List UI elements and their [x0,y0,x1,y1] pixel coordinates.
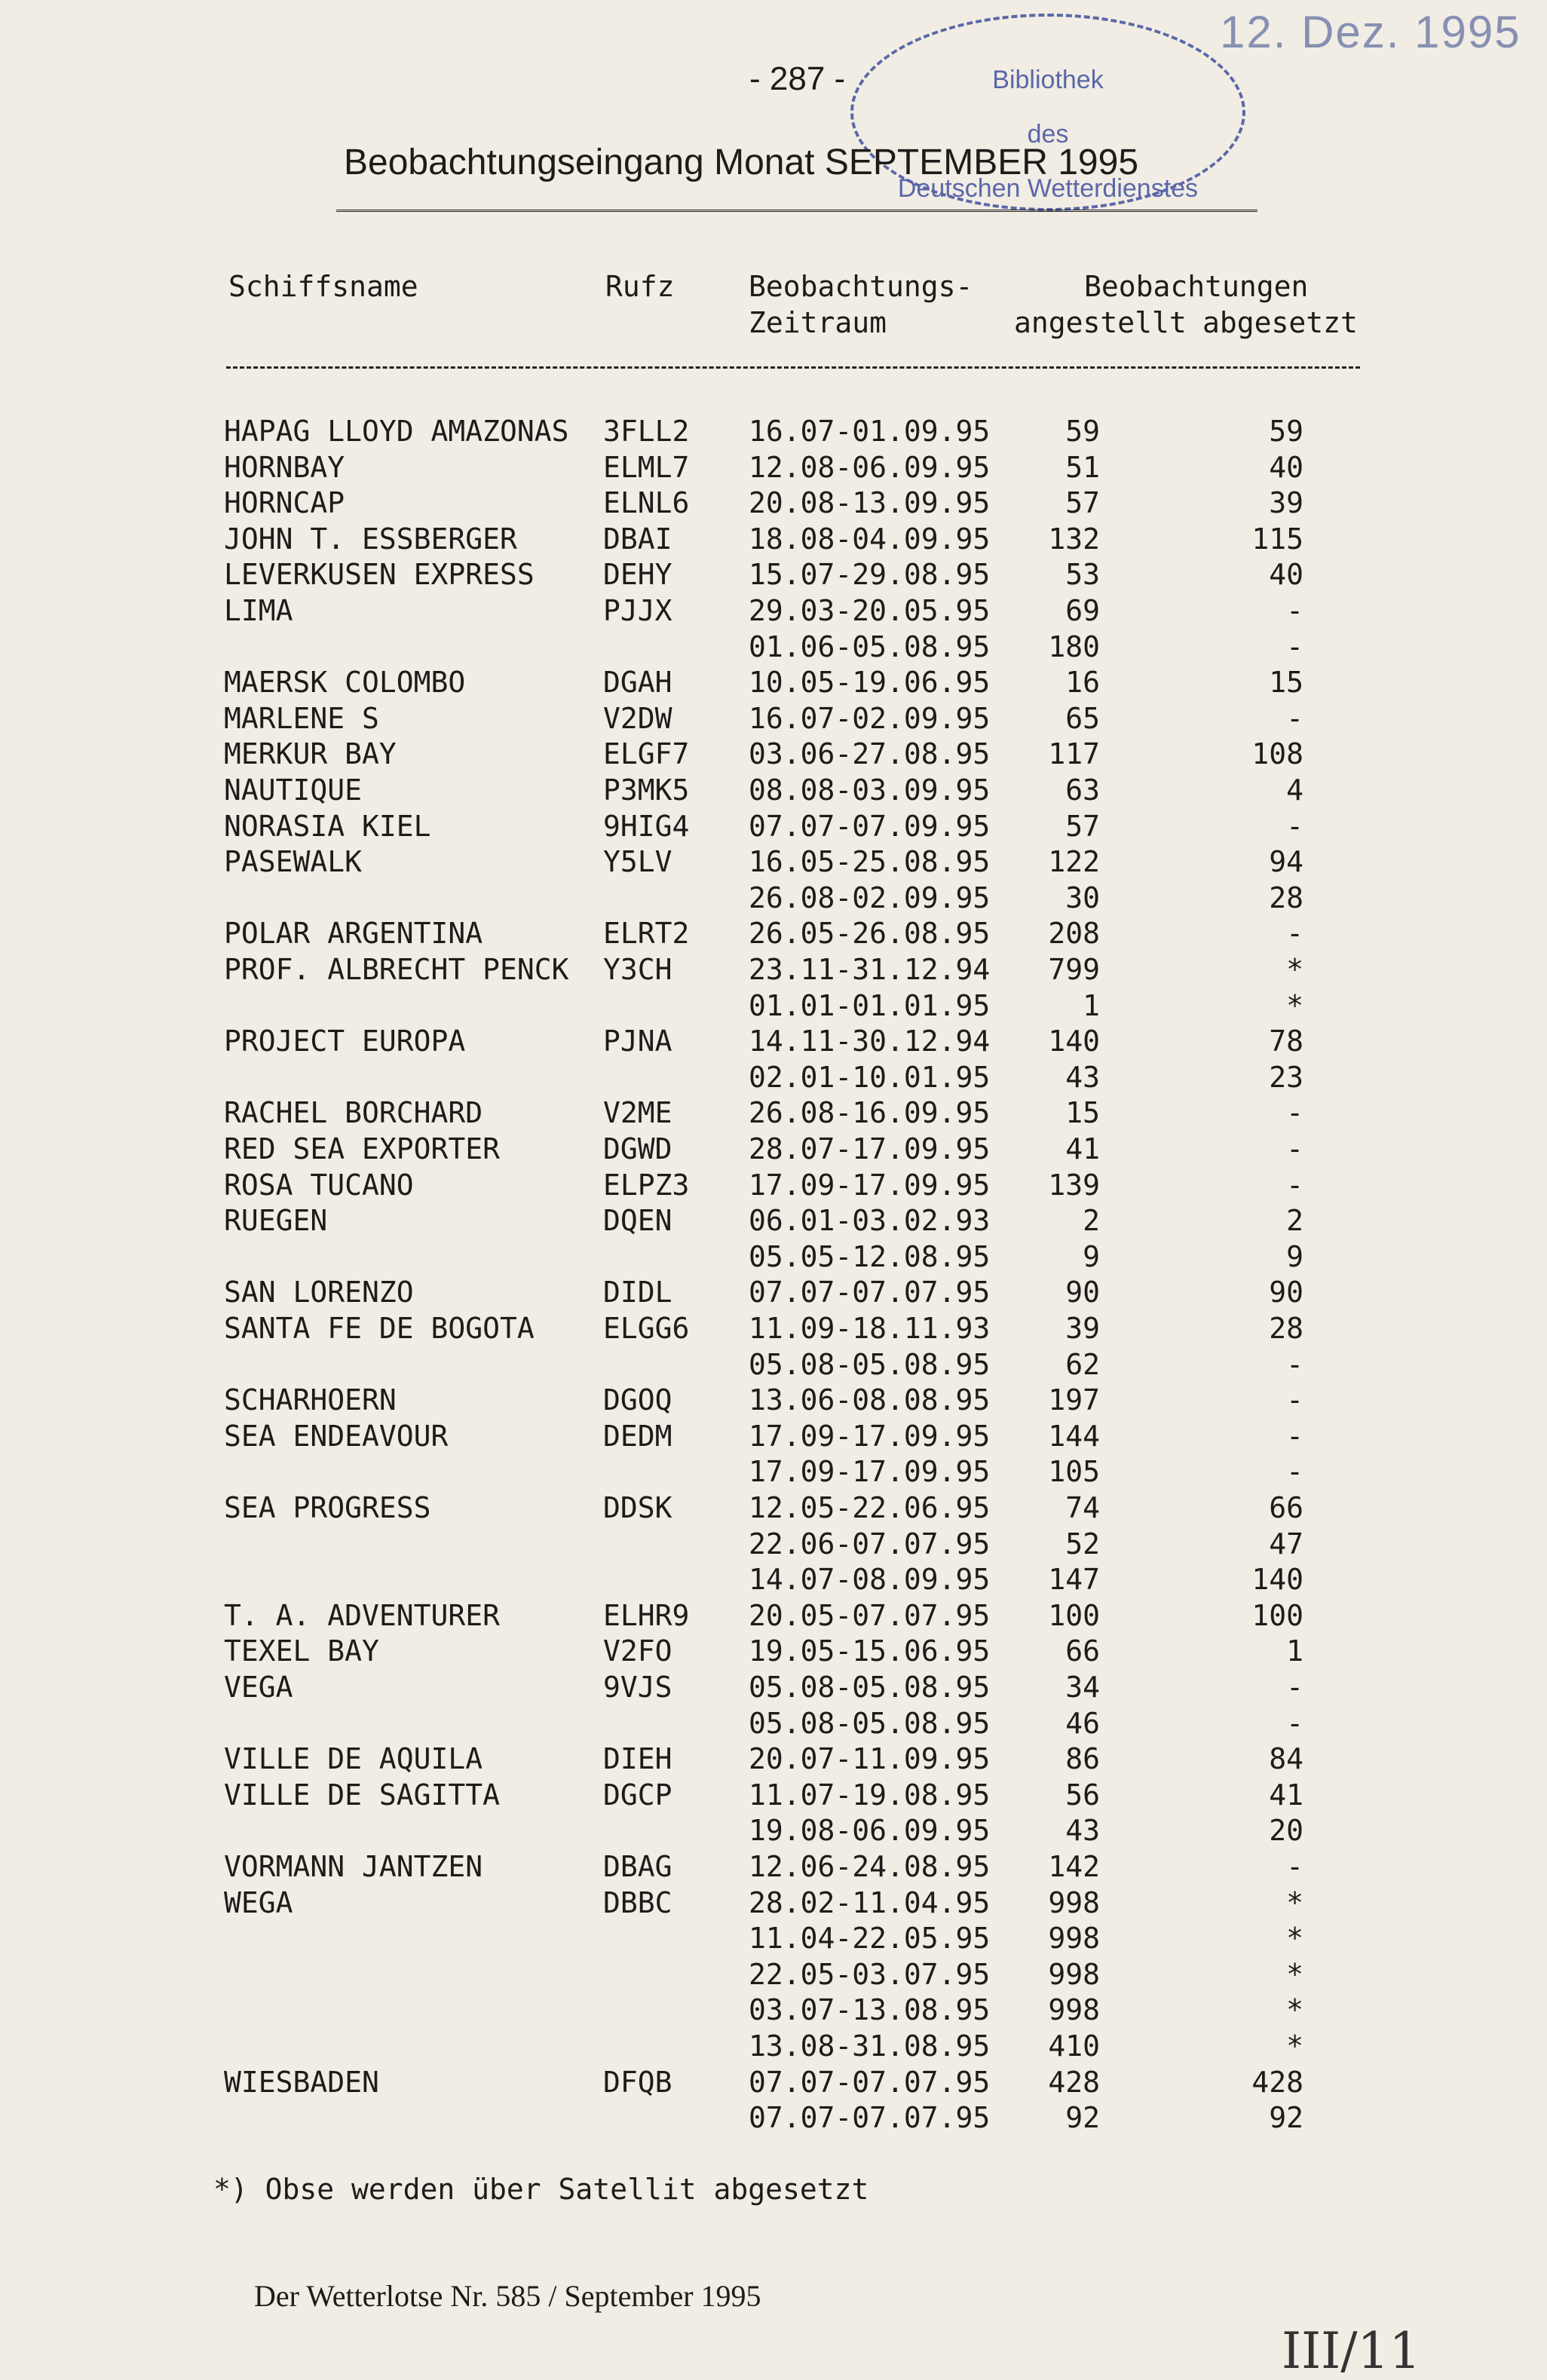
cell-made: 117 [1048,737,1100,771]
cell-sent: 428 [1251,2065,1303,2099]
cell-made: 140 [1048,1025,1100,1058]
cell-call: DBAI [603,522,672,556]
cell-sent: - [1286,1419,1303,1453]
cell-made: 147 [1048,1563,1100,1597]
cell-period: 07.07-07.09.95 [749,809,991,843]
cell-made: 39 [1065,1312,1100,1345]
cell-made: 105 [1048,1455,1100,1489]
cell-sent: 28 [1269,881,1303,914]
cell-ship: VORMANN JANTZEN [224,1850,483,1883]
cell-sent: - [1286,629,1303,663]
cell-ship: PROJECT EUROPA [224,1025,466,1058]
cell-sent: 78 [1269,1025,1303,1058]
cell-period: 07.07-07.07.95 [749,1276,991,1309]
cell-made: 100 [1048,1598,1100,1632]
cell-call: V2ME [603,1096,672,1130]
cell-ship: HAPAG LLOYD AMAZONAS [224,415,569,448]
cell-period: 05.08-05.08.95 [749,1706,991,1740]
cell-period: 16.05-25.08.95 [749,845,991,879]
cell-sent: * [1286,1957,1303,1991]
cell-period: 17.09-17.09.95 [749,1168,991,1202]
cell-call: Y5LV [603,845,672,879]
cell-made: 142 [1048,1850,1100,1883]
cell-sent: 84 [1269,1742,1303,1776]
cell-sent: - [1286,1383,1303,1417]
cell-period: 20.08-13.09.95 [749,486,991,520]
cell-period: 07.07-07.07.95 [749,2101,991,2135]
cell-sent: - [1286,1455,1303,1489]
cell-call: DBBC [603,1885,672,1919]
cell-made: 1 [1083,988,1100,1022]
cell-made: 799 [1048,953,1100,986]
cell-made: 30 [1065,881,1100,914]
cell-made: 139 [1048,1168,1100,1202]
cell-sent: - [1286,1096,1303,1130]
cell-ship: MAERSK COLOMBO [224,666,466,700]
cell-made: 41 [1065,1132,1100,1165]
cell-sent: 108 [1251,737,1303,771]
cell-sent: * [1286,1993,1303,2027]
cell-ship: NAUTIQUE [224,773,363,807]
header-period: Beobachtungs- [749,270,973,303]
cell-call: DGOQ [603,1383,672,1417]
cell-call: V2FO [603,1634,672,1668]
cell-call: 9VJS [603,1671,672,1704]
cell-period: 01.01-01.01.95 [749,988,991,1022]
footnote: *) Obse werden über Satellit abgesetzt [213,2173,869,2206]
cell-call: DIEH [603,1742,672,1776]
cell-ship: T. A. ADVENTURER [224,1598,501,1632]
cell-sent: 66 [1269,1491,1303,1524]
cell-call: DGCP [603,1778,672,1812]
cell-ship: SEA PROGRESS [224,1491,431,1524]
cell-period: 28.07-17.09.95 [749,1132,991,1165]
cell-period: 05.05-12.08.95 [749,1239,991,1273]
cell-sent: - [1286,809,1303,843]
cell-made: 43 [1065,1814,1100,1848]
stamp-date: 12. Dez. 1995 [1220,7,1521,57]
cell-ship: WEGA [224,1885,293,1919]
cell-sent: 2 [1286,1204,1303,1238]
cell-call: DBAG [603,1850,672,1883]
cell-period: 13.06-08.08.95 [749,1383,991,1417]
cell-sent: 47 [1269,1527,1303,1561]
cell-ship: JOHN T. ESSBERGER [224,522,517,556]
cell-made: 66 [1065,1634,1100,1668]
cell-sent: 1 [1286,1634,1303,1668]
cell-made: 998 [1048,1922,1100,1956]
cell-ship: HORNBAY [224,450,345,484]
cell-sent: - [1286,1168,1303,1202]
cell-period: 16.07-02.09.95 [749,701,991,735]
cell-period: 19.05-15.06.95 [749,1634,991,1668]
cell-made: 56 [1065,1778,1100,1812]
cell-period: 12.05-22.06.95 [749,1491,991,1524]
cell-ship: MARLENE S [224,701,379,735]
cell-made: 69 [1065,594,1100,627]
cell-ship: VILLE DE AQUILA [224,1742,483,1776]
cell-made: 43 [1065,1060,1100,1094]
cell-period: 11.09-18.11.93 [749,1312,991,1345]
cell-period: 22.05-03.07.95 [749,1957,991,1991]
cell-period: 26.05-26.08.95 [749,917,991,951]
cell-ship: RED SEA EXPORTER [224,1132,501,1165]
cell-made: 132 [1048,522,1100,556]
cell-ship: PASEWALK [224,845,363,879]
cell-ship: SAN LORENZO [224,1276,414,1309]
cell-ship: MERKUR BAY [224,737,397,771]
header-period-2: Zeitraum [749,306,887,339]
cell-call: P3MK5 [603,773,690,807]
cell-sent: - [1286,594,1303,627]
cell-period: 11.04-22.05.95 [749,1922,991,1956]
cell-made: 2 [1083,1204,1100,1238]
header-sent: abgesetzt [1202,306,1358,339]
cell-sent: 4 [1286,773,1303,807]
cell-ship: NORASIA KIEL [224,809,431,843]
cell-ship: POLAR ARGENTINA [224,917,483,951]
cell-made: 16 [1065,666,1100,700]
cell-period: 22.06-07.07.95 [749,1527,991,1561]
cell-period: 03.07-13.08.95 [749,1993,991,2027]
cell-period: 06.01-03.02.93 [749,1204,991,1238]
cell-period: 28.02-11.04.95 [749,1885,991,1919]
cell-made: 90 [1065,1276,1100,1309]
cell-period: 02.01-10.01.95 [749,1060,991,1094]
cell-sent: 15 [1269,666,1303,700]
page-number: - 287 - [749,60,846,97]
cell-sent: * [1286,953,1303,986]
cell-period: 17.09-17.09.95 [749,1455,991,1489]
cell-sent: 40 [1269,558,1303,592]
cell-call: ELNL6 [603,486,690,520]
cell-call: DDSK [603,1491,672,1524]
cell-made: 208 [1048,917,1100,951]
cell-call: DEDM [603,1419,672,1453]
cell-sent: 28 [1269,1312,1303,1345]
cell-period: 23.11-31.12.94 [749,953,991,986]
cell-call: DIDL [603,1276,672,1309]
cell-period: 05.08-05.08.95 [749,1347,991,1381]
cell-sent: * [1286,1922,1303,1956]
cell-period: 01.06-05.08.95 [749,629,991,663]
cell-sent: - [1286,1706,1303,1740]
cell-sent: 94 [1269,845,1303,879]
cell-made: 144 [1048,1419,1100,1453]
header-observations: Beobachtungen [1084,270,1309,303]
cell-sent: 59 [1269,415,1303,448]
header-rule [226,366,1360,369]
cell-ship: VEGA [224,1671,293,1704]
cell-call: ELPZ3 [603,1168,690,1202]
cell-made: 92 [1065,2101,1100,2135]
cell-period: 13.08-31.08.95 [749,2029,991,2063]
cell-call: PJNA [603,1025,672,1058]
cell-made: 59 [1065,415,1100,448]
cell-period: 19.08-06.09.95 [749,1814,991,1848]
cell-period: 26.08-16.09.95 [749,1096,991,1130]
title-underline [336,210,1258,215]
cell-period: 15.07-29.08.95 [749,558,991,592]
cell-made: 52 [1065,1527,1100,1561]
cell-period: 05.08-05.08.95 [749,1671,991,1704]
cell-period: 16.07-01.09.95 [749,415,991,448]
cell-call: DFQB [603,2065,672,2099]
stamp-line-3: Deutschen Wetterdienstes [897,174,1199,203]
cell-period: 26.08-02.09.95 [749,881,991,914]
cell-call: Y3CH [603,953,672,986]
cell-period: 07.07-07.07.95 [749,2065,991,2099]
cell-made: 62 [1065,1347,1100,1381]
cell-sent: 9 [1286,1239,1303,1273]
page-title: Beobachtungseingang Monat SEPTEMBER 1995 [344,142,1139,182]
cell-call: PJJX [603,594,672,627]
cell-ship: HORNCAP [224,486,345,520]
cell-period: 11.07-19.08.95 [749,1778,991,1812]
cell-call: DGWD [603,1132,672,1165]
cell-sent: 90 [1269,1276,1303,1309]
cell-period: 08.08-03.09.95 [749,773,991,807]
header-made: angestellt [1014,306,1187,339]
cell-ship: SEA ENDEAVOUR [224,1419,449,1453]
cell-sent: 41 [1269,1778,1303,1812]
cell-made: 57 [1065,486,1100,520]
cell-made: 53 [1065,558,1100,592]
cell-made: 74 [1065,1491,1100,1524]
cell-sent: - [1286,1347,1303,1381]
cell-made: 15 [1065,1096,1100,1130]
cell-ship: RACHEL BORCHARD [224,1096,483,1130]
cell-period: 18.08-04.09.95 [749,522,991,556]
cell-call: DEHY [603,558,672,592]
cell-call: ELML7 [603,450,690,484]
cell-sent: * [1286,1885,1303,1919]
cell-made: 122 [1048,845,1100,879]
cell-ship: SANTA FE DE BOGOTA [224,1312,535,1345]
cell-sent: - [1286,701,1303,735]
cell-call: 3FLL2 [603,415,690,448]
cell-made: 428 [1048,2065,1100,2099]
cell-call: ELRT2 [603,917,690,951]
cell-period: 10.05-19.06.95 [749,666,991,700]
page-reference: III/11 [1282,2322,1421,2380]
cell-sent: * [1286,988,1303,1022]
cell-call: ELHR9 [603,1598,690,1632]
cell-call: V2DW [603,701,672,735]
cell-ship: ROSA TUCANO [224,1168,414,1202]
cell-period: 14.07-08.09.95 [749,1563,991,1597]
cell-ship: VILLE DE SAGITTA [224,1778,501,1812]
header-ship: Schiffsname [228,270,418,303]
cell-call: DQEN [603,1204,672,1238]
cell-sent: 23 [1269,1060,1303,1094]
cell-ship: LIMA [224,594,293,627]
cell-sent: 39 [1269,486,1303,520]
stamp-line-1: Bibliothek [992,66,1104,94]
cell-period: 29.03-20.05.95 [749,594,991,627]
cell-sent: * [1286,2029,1303,2063]
cell-period: 03.06-27.08.95 [749,737,991,771]
cell-ship: WIESBADEN [224,2065,379,2099]
cell-sent: 92 [1269,2101,1303,2135]
cell-made: 9 [1083,1239,1100,1273]
cell-period: 12.06-24.08.95 [749,1850,991,1883]
cell-period: 12.08-06.09.95 [749,450,991,484]
cell-made: 34 [1065,1671,1100,1704]
cell-period: 20.07-11.09.95 [749,1742,991,1776]
cell-sent: 100 [1251,1598,1303,1632]
cell-call: ELGG6 [603,1312,690,1345]
cell-made: 63 [1065,773,1100,807]
cell-made: 180 [1048,629,1100,663]
cell-sent: - [1286,1671,1303,1704]
cell-ship: PROF. ALBRECHT PENCK [224,953,569,986]
cell-made: 998 [1048,1993,1100,2027]
cell-made: 46 [1065,1706,1100,1740]
cell-sent: 40 [1269,450,1303,484]
cell-period: 20.05-07.07.95 [749,1598,991,1632]
cell-sent: 140 [1251,1563,1303,1597]
cell-sent: - [1286,917,1303,951]
cell-sent: - [1286,1132,1303,1165]
cell-made: 57 [1065,809,1100,843]
cell-period: 14.11-30.12.94 [749,1025,991,1058]
header-call: Rufz [605,270,675,303]
cell-sent: 115 [1251,522,1303,556]
cell-made: 65 [1065,701,1100,735]
cell-ship: RUEGEN [224,1204,328,1238]
cell-call: 9HIG4 [603,809,690,843]
cell-call: DGAH [603,666,672,700]
cell-sent: - [1286,1850,1303,1883]
cell-call: ELGF7 [603,737,690,771]
cell-ship: LEVERKUSEN EXPRESS [224,558,535,592]
cell-ship: SCHARHOERN [224,1383,397,1417]
cell-made: 410 [1048,2029,1100,2063]
footer: Der Wetterlotse Nr. 585 / September 1995 [254,2279,761,2313]
cell-ship: TEXEL BAY [224,1634,379,1668]
cell-made: 51 [1065,450,1100,484]
cell-period: 17.09-17.09.95 [749,1419,991,1453]
cell-made: 86 [1065,1742,1100,1776]
cell-made: 998 [1048,1957,1100,1991]
cell-made: 197 [1048,1383,1100,1417]
cell-made: 998 [1048,1885,1100,1919]
cell-sent: 20 [1269,1814,1303,1848]
stamp-line-2: des [1027,120,1069,149]
